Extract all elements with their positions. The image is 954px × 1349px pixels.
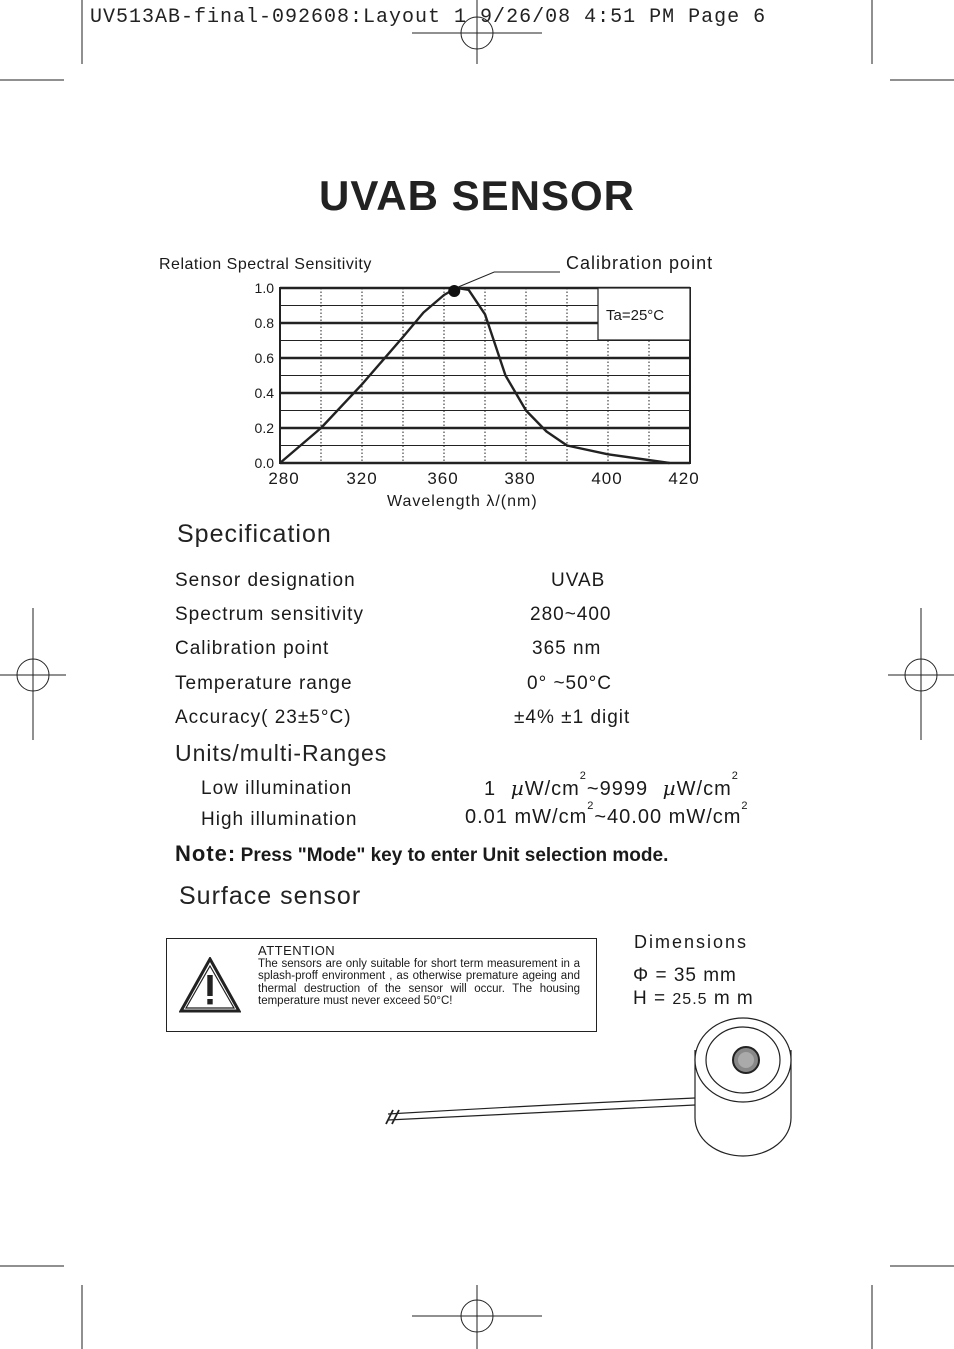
spec-label: Calibration point — [175, 638, 330, 659]
low-illumination-label: Low illumination — [201, 778, 353, 799]
y-tick-label: 0.8 — [254, 315, 274, 331]
low-illumination-range: 1 $\mu W/cm^2\sim 9999$ $\mu W/cm^2$ — [484, 770, 739, 800]
spectral-chart — [230, 270, 750, 520]
spec-value: 0° ~50°C — [527, 673, 612, 694]
spec-value: 280~400 — [530, 604, 612, 625]
high-illumination-label: High illumination — [201, 809, 358, 830]
spec-label: Temperature range — [175, 673, 353, 694]
y-tick-label: 0.4 — [254, 385, 274, 401]
page-title: UVAB SENSOR — [319, 172, 635, 219]
spec-label: Sensor designation — [175, 570, 356, 591]
x-tick-label: 380 — [504, 469, 536, 488]
condition-label: Ta=25°C — [606, 307, 665, 324]
x-tick-label: 280 — [268, 469, 300, 488]
calibration-leader — [458, 272, 560, 287]
note — [175, 841, 668, 867]
surface-heading: Surface sensor — [179, 882, 362, 910]
spec-label: Accuracy( 23±5°C) — [175, 707, 352, 728]
dimension-height: H = 25.5 m m — [633, 988, 754, 1009]
note-key: Note: — [175, 841, 237, 866]
x-tick-label: 320 — [346, 469, 378, 488]
y-tick-label: 0.6 — [254, 350, 274, 366]
spec-value: 365 nm — [532, 638, 602, 659]
spec-heading: Specification — [177, 520, 332, 548]
high-illumination-range: 0.01 $mW/cm^2\sim 40.00$ $mW/cm^2$ — [465, 800, 749, 828]
attention-title: ATTENTION — [258, 943, 336, 958]
attention-body: The sensors are only suitable for short term measurement in a splash-proff environment , as otherwise premature ageing and thermal destruction of the sensor will occur. The housing temperature must never exceed 50°C! — [258, 958, 580, 1007]
chart-xlabel: Wavelength λ/(nm) — [387, 493, 538, 510]
units-heading: Units/multi-Ranges — [175, 740, 388, 766]
dimension-diameter: Φ = 35 mm — [633, 965, 737, 986]
x-tick-label: 420 — [668, 469, 700, 488]
spec-label: Spectrum sensitivity — [175, 604, 364, 625]
y-tick-label: 0.2 — [254, 420, 274, 436]
x-tick-label: 400 — [591, 469, 623, 488]
print-slug: UV513AB-final-092608:Layout 1 9/26/08 4:51 PM Page 6 — [90, 6, 767, 29]
chart-annotation: Calibration point — [566, 253, 714, 273]
note-text: Press "Mode" key to enter Unit selection mode. — [240, 845, 669, 866]
spec-value: ±4% ±1 digit — [514, 707, 631, 728]
chart-ylabel: Relation Spectral Sensitivity — [159, 256, 372, 273]
x-tick-label: 360 — [427, 469, 459, 488]
y-tick-label: 0.0 — [254, 455, 274, 471]
warning-icon — [179, 957, 241, 1013]
y-tick-label: 1.0 — [254, 280, 274, 296]
dimensions-heading: Dimensions — [634, 932, 749, 952]
spec-value: UVAB — [551, 570, 606, 591]
sensor-probe-drawing — [380, 1010, 810, 1160]
